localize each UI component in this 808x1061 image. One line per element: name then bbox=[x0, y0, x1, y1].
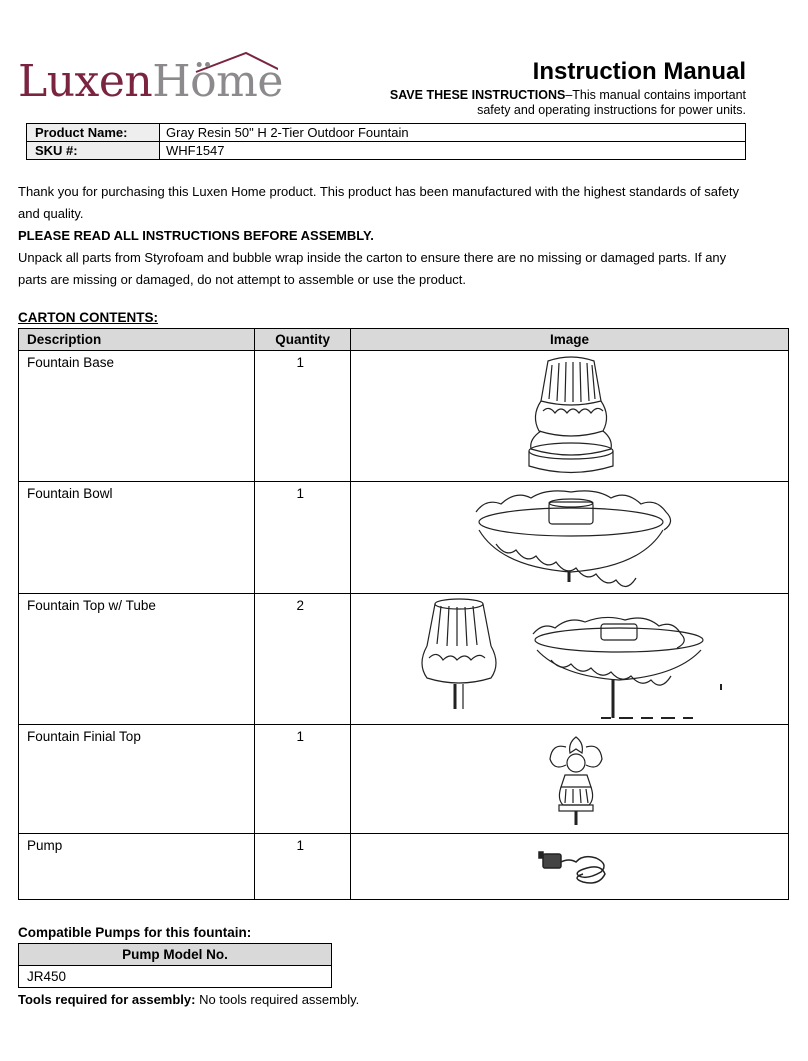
tools-required bbox=[18, 992, 359, 1007]
product-name-label: Product Name: bbox=[27, 124, 160, 142]
finial-top-image bbox=[351, 725, 788, 831]
row-image-cell bbox=[351, 834, 789, 900]
brand-name bbox=[18, 56, 283, 107]
row-image-cell bbox=[351, 351, 789, 482]
product-info-table bbox=[26, 123, 746, 160]
header-quantity: Quantity bbox=[255, 329, 351, 351]
fountain-bowl-image bbox=[351, 482, 788, 590]
pump-model-value: JR450 bbox=[19, 966, 332, 988]
header-image: Image bbox=[351, 329, 789, 351]
sku-value: WHF1547 bbox=[160, 142, 746, 160]
compatible-pumps-table bbox=[18, 943, 332, 988]
table-row bbox=[19, 482, 789, 594]
table-row bbox=[19, 725, 789, 834]
carton-contents-title: CARTON CONTENTS: bbox=[18, 310, 158, 325]
save-instructions-line bbox=[390, 88, 746, 102]
table-row bbox=[19, 594, 789, 725]
row-image-cell bbox=[351, 594, 789, 725]
tools-value: No tools required assembly. bbox=[195, 992, 360, 1007]
row-description: Pump bbox=[19, 834, 255, 900]
pump-image bbox=[351, 834, 788, 896]
row-description: Fountain Finial Top bbox=[19, 725, 255, 834]
intro-text bbox=[18, 181, 758, 291]
header-description: Description bbox=[19, 329, 255, 351]
row-description: Fountain Bowl bbox=[19, 482, 255, 594]
row-quantity: 1 bbox=[255, 351, 351, 482]
sku-label: SKU #: bbox=[27, 142, 160, 160]
read-all-warning: PLEASE READ ALL INSTRUCTIONS BEFORE ASSEMBLY. bbox=[18, 228, 374, 243]
product-name-row bbox=[27, 124, 746, 142]
fountain-top-image bbox=[351, 594, 788, 722]
table-row bbox=[19, 966, 332, 988]
table-header-row bbox=[19, 329, 789, 351]
row-quantity: 1 bbox=[255, 725, 351, 834]
pump-table-header-row bbox=[19, 944, 332, 966]
compatible-pumps-title: Compatible Pumps for this fountain: bbox=[18, 925, 252, 940]
carton-contents-table bbox=[18, 328, 789, 900]
page-title: Instruction Manual bbox=[532, 58, 746, 85]
thanks-paragraph: Thank you for purchasing this Luxen Home product. This product has been manufactured with the highest standards of safety and quality. bbox=[18, 184, 739, 221]
tools-label: Tools required for assembly: bbox=[18, 992, 196, 1007]
fountain-base-image bbox=[351, 351, 788, 479]
row-quantity: 1 bbox=[255, 482, 351, 594]
table-row bbox=[19, 351, 789, 482]
save-instructions-rest: –This manual contains important bbox=[565, 88, 746, 102]
row-description: Fountain Base bbox=[19, 351, 255, 482]
header-pump-model: Pump Model No. bbox=[19, 944, 332, 966]
row-image-cell bbox=[351, 482, 789, 594]
safety-note: safety and operating instructions for power units. bbox=[477, 103, 746, 117]
row-image-cell bbox=[351, 725, 789, 834]
brand-name-part1: Luxen bbox=[18, 56, 153, 107]
unpack-paragraph: Unpack all parts from Styrofoam and bubble wrap inside the carton to ensure there are no missing or damaged parts. If any parts are missing or damaged, do not attempt to assemble or use the product. bbox=[18, 250, 727, 287]
save-instructions-bold: SAVE THESE INSTRUCTIONS bbox=[389, 88, 566, 102]
row-quantity: 1 bbox=[255, 834, 351, 900]
row-quantity: 2 bbox=[255, 594, 351, 725]
sku-row bbox=[27, 142, 746, 160]
row-description: Fountain Top w/ Tube bbox=[19, 594, 255, 725]
table-row bbox=[19, 834, 789, 900]
brand-name-part2: Höme bbox=[152, 56, 283, 107]
product-name-value: Gray Resin 50" H 2-Tier Outdoor Fountain bbox=[160, 124, 746, 142]
brand-logo bbox=[18, 50, 283, 110]
